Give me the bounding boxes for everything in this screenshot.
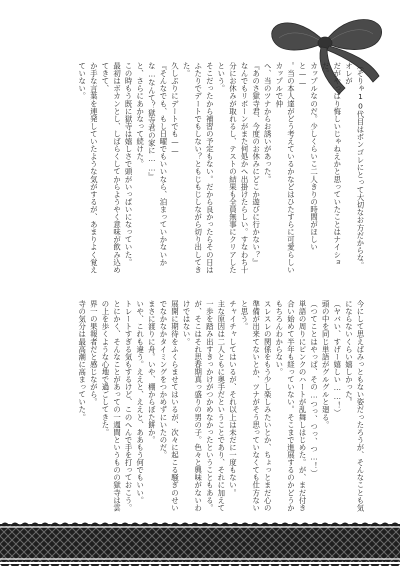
line-14: 『そんなでも、もし日曜でもいいなら、泊まっていかないかな…なんて？獄寺君の家に……』 <box>147 62 168 266</box>
line-12: 久しぶりにデートでも—— <box>170 62 180 156</box>
line-13: が、そこはそれ思春期真っ盛りの男の子。色々と興味がないわけではない。 <box>182 300 203 512</box>
line-16: いや、これも違う。ええと、ええと、ああもう何でもいい。 <box>135 300 145 504</box>
line-15: まさに渡りに舟。いや、棚からぼた餅か。 <box>147 300 157 444</box>
line-17: トレートすぎる気もするけど、このへんで手を打っておこう。 <box>124 300 134 512</box>
line-1: （そりゃ10代目はボンゴレにとって大切なお方だからな。オレが <box>344 62 365 270</box>
line-3: （ヤバい、すげー嬉しい……！） <box>332 300 342 417</box>
line-3: カップルなのだ。少しくらいこ二人きりの時間がほしい <box>309 62 319 251</box>
line-4: と—— <box>298 62 308 88</box>
line-21: 寺の気分は最高潮に高まっていた。 <box>77 300 87 421</box>
line-5: 。当の本人達がどう考えているかなどはひたすらに可愛らしいカップルで仲 <box>274 62 296 274</box>
line-20: か手な言葉を連発していたような気がするが、あまりよく覚えていない。 <box>77 62 99 274</box>
text-block-upper <box>60 62 366 276</box>
line-14: 展開に期待をふくらませてはいるが、次々に起こる騒ぎのせいでなかなかタイミングをつかめずにいたのだ。 <box>158 300 180 512</box>
text-block-lower <box>28 300 366 514</box>
line-1: 今にして思えばみっともない姿だったろうが、そんなことも気にならないくらい嬉しかった。 <box>344 300 365 512</box>
line-20: 界一の果報者だと感じながら。 <box>89 300 99 406</box>
line-9: 単語の周りにピンクのハートが乱舞しはじめた。が、まだ付き合い始めて半年も経っていない。そこまで進展するのかどうかもちろんわからない。 <box>274 300 308 512</box>
line-16: と、さらにあかなって続けた。 <box>135 62 145 168</box>
line-19: 最初はボカンとし、しばらくしてからようやく意味が飲み込めてきて、 <box>100 62 122 274</box>
line-7: （つてことはやっぱ、その…つっ、つっ、つ…！） <box>309 300 319 477</box>
line-11: チャイチャしてはいるが、それ以上は未だに一度もない。 <box>228 300 238 497</box>
line-10: スレスレの関係をもう少し楽しみたいとか、ちょっとまだ心の準備が出来てないとか、ツナがそう思っていなくても仕方ないと思う。 <box>240 300 273 512</box>
line-18: この時もう既に獄寺は嬉しさで頭がいっぱいになっていた。 <box>124 62 134 266</box>
lace-border-band <box>0 520 400 566</box>
line-2: だがやっぱり悔しいじゃねえかと思っていたことはナイショだ。 <box>321 62 342 266</box>
line-6: へ、当のツナからお誘いがあった。 <box>263 62 273 183</box>
line-10: なんでもリボーンがまた何処かへ出掛けたらしい。すなわち十分にお休みが取れるし、テストの結果も全員無事にクリアしたという。 <box>216 62 250 274</box>
line-12: 主な原因は二人ともに奥手だということであり、それに加えて一歩を踏み出すきっかけがつかめなかったということもある。 <box>205 300 226 512</box>
line-11: そこだったから補習の予定もない。だから良かったらその日はふたりでデートでもしない？ともじもじしながら切り出してきた。 <box>182 62 215 274</box>
line-19: とにかく、そんなことがあっての一週間というものの獄寺は雲の上を歩くような心地で過ごしてきた。 <box>100 300 122 512</box>
line-8: 『あのさ獄寺君、今度のお休みにどこか遊びに行かない？』 <box>251 62 261 266</box>
line-5: 頭の中を同じ単語がグルグルと廻る。 <box>321 300 331 429</box>
